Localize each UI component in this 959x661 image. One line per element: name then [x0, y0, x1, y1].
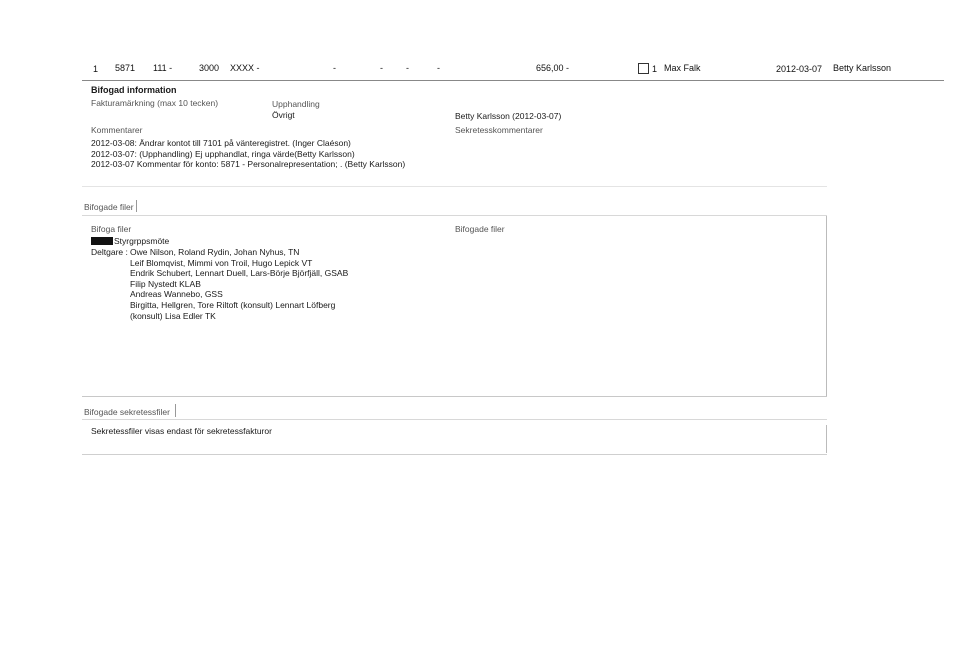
- secret-files-note: Sekretessfiler visas endast för sekretessfakturor: [91, 426, 272, 436]
- person-name: Max Falk: [664, 63, 701, 73]
- row-checkbox[interactable]: [638, 63, 649, 74]
- attach-files-header: Bifoga filer: [91, 224, 132, 234]
- invoice-marking-label: Fakturamärkning (max 10 tecken): [91, 98, 219, 108]
- secret-comments-label: Sekretesskommentarer: [455, 125, 543, 135]
- checkbox-label: 1: [652, 64, 658, 74]
- participant-line: Birgitta, Hellgren, Tore Riltoft (konsult) Lennart Löfberg: [130, 299, 336, 310]
- procurement-label: Upphandling: [272, 99, 320, 109]
- secret-bottom-border: [82, 454, 827, 455]
- amount: 656,00 -: [536, 63, 570, 73]
- comment-line: 2012-03-08: Ändrar kontot till 7101 på vänteregistret. (Inger Claéson): [91, 138, 351, 148]
- dash-field-3: -: [406, 63, 409, 73]
- title-cursor: [136, 200, 137, 212]
- code-field-1: 111 -: [153, 63, 173, 73]
- approver-name: Betty Karlsson: [833, 63, 892, 73]
- files-top-border: [82, 215, 827, 216]
- participant-line: Owe Nilson, Roland Rydin, Johan Nyhus, TN: [130, 247, 300, 257]
- comment-line: 2012-03-07: (Upphandling) Ej upphandlat, ringa värde(Betty Karlsson): [91, 148, 355, 159]
- secret-top-border: [82, 419, 827, 420]
- comments-label: Kommentarer: [91, 125, 143, 135]
- row-date: 2012-03-07: [776, 64, 823, 74]
- attached-files-header: Bifogade filer: [455, 224, 505, 234]
- info-divider: [82, 186, 827, 187]
- participant-line: Endrik Schubert, Lennart Duell, Lars-Börje Björfjäll, GSAB: [130, 268, 349, 279]
- secret-right-border: [826, 425, 827, 453]
- comment-line: 2012-03-07 Kommentar för konto: 5871 - Personalrepresentation; . (Betty Karlsson): [91, 159, 406, 170]
- files-right-border: [826, 216, 827, 396]
- dash-field-4: -: [437, 63, 440, 73]
- participants-label: Deltgare :: [91, 247, 128, 257]
- account-number: 5871: [115, 63, 136, 73]
- procurement-value: Övrigt: [272, 110, 295, 120]
- participant-line: Leif Blomqvist, Mimmi von Troil, Hugo Lepick VT: [130, 257, 313, 268]
- comments-list: [91, 138, 405, 170]
- participants-list: [130, 247, 348, 321]
- participant-line: (konsult) Lisa Edler TK: [130, 310, 216, 321]
- redaction-block: [91, 237, 113, 245]
- files-bottom-border: [82, 396, 827, 397]
- code-field-2: 3000: [199, 63, 220, 73]
- dash-field-2: -: [380, 63, 383, 73]
- dash-field-1: -: [333, 63, 336, 73]
- file-name[interactable]: Styrgrppsmöte: [114, 236, 170, 246]
- secret-title-cursor: [175, 404, 176, 417]
- signer-stamp: Betty Karlsson (2012-03-07): [455, 111, 562, 121]
- attached-info-title: Bifogad information: [91, 85, 177, 95]
- code-field-3: XXXX -: [230, 63, 260, 73]
- attached-files-title: Bifogade filer: [84, 202, 134, 212]
- row-divider: [82, 80, 944, 81]
- secret-files-title: Bifogade sekretessfiler: [84, 407, 170, 417]
- participant-line: Andreas Wannebo, GSS: [130, 289, 223, 300]
- row-number: 1: [93, 64, 99, 74]
- participant-line: Filip Nystedt KLAB: [130, 278, 201, 289]
